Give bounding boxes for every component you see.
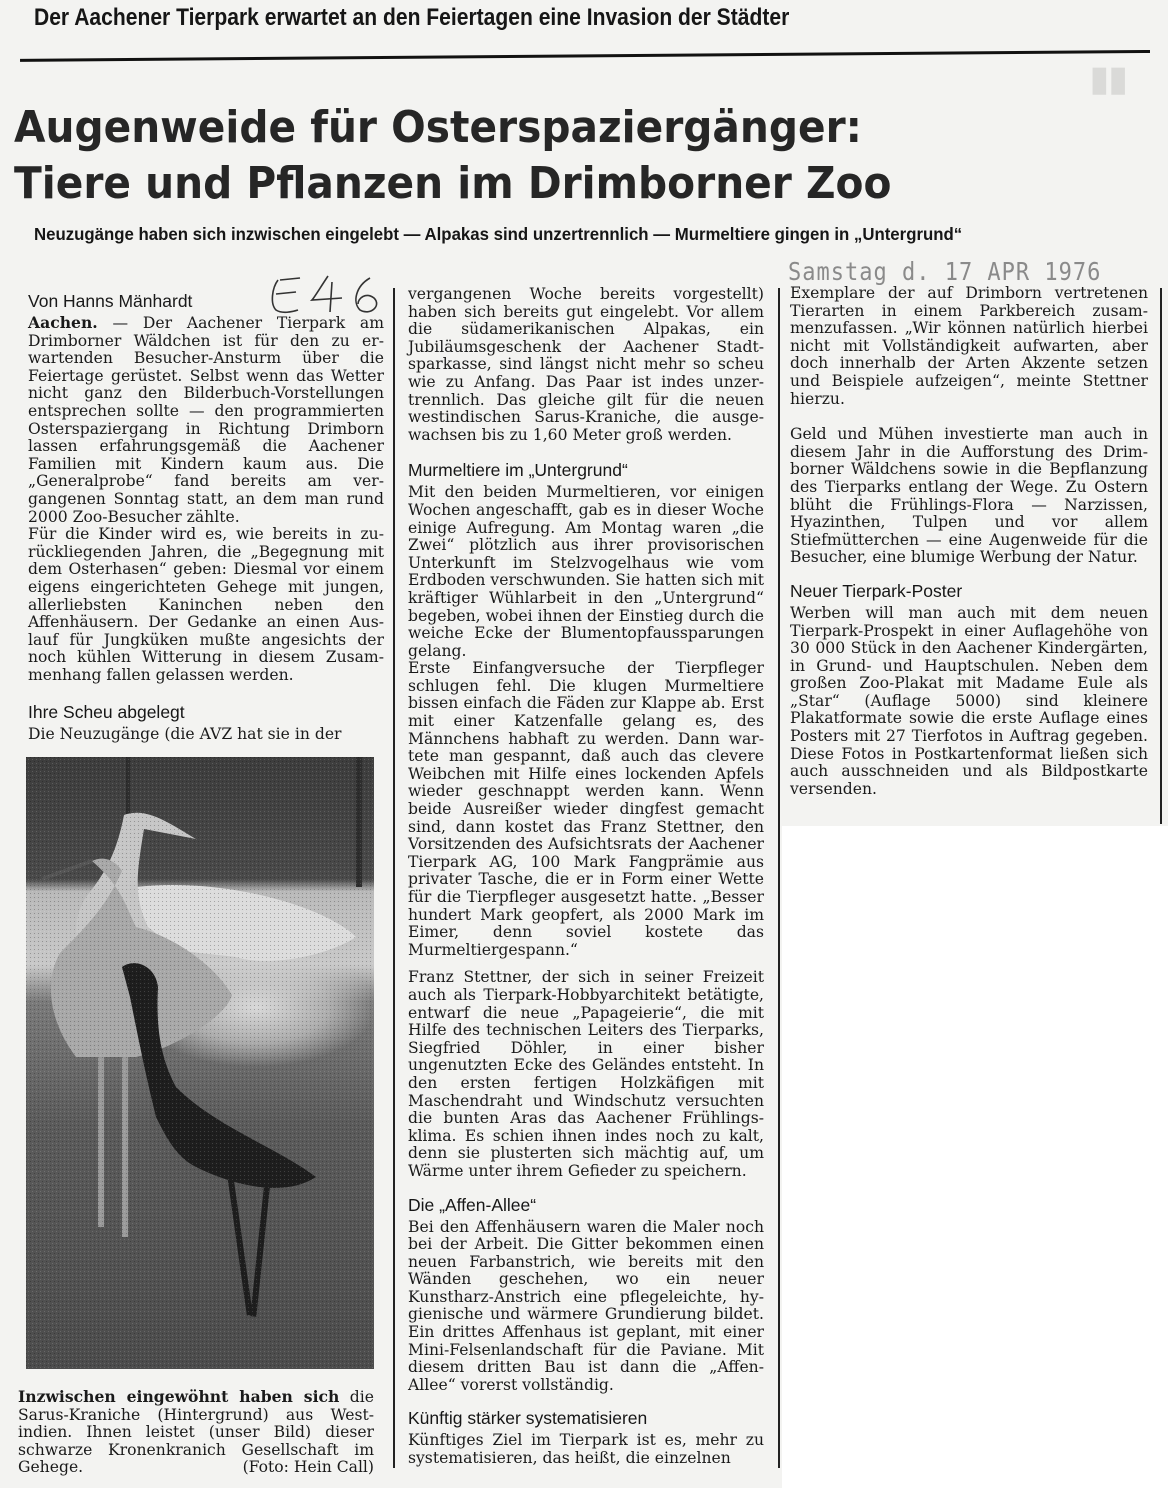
subheading: Ihre Scheu abgelegt xyxy=(28,702,185,723)
caption-text: die Sarus-Kraniche (Hintergrund) aus Westindien. Ihnen leistet (unser Bild) dieser schwarze Kronenkranich Gesellschaft im Gehege. xyxy=(18,1388,374,1477)
paragraph: Franz Stettner, der sich in seiner Freizeit auch als Tierpark-Hobbyarchitekt betätigte, entwarf die neue „Papageierie“, die mit Hilfe des technischen Leiters des Tierparks, Siegfried Döhler, in einer bisher ungenutzten Ecke des Geländes entsteht. In den ersten fertigen Holzkäfigen mit Maschendraht und Windschutz versuchten die bunten Aras das Aachener Frühlingsklima. Es schien ihnen indes noch zu kalt, denn sie plusterten sich mächtig auf, um Wärme unter ihrem Gefieder zu speichern. xyxy=(408,968,764,1180)
subheading: Murmeltiere im „Untergrund“ xyxy=(408,460,628,481)
paragraph: Geld und Mühen investierte man auch in diesem Jahr in die Aufforstung des Drimborner Wäldchens sowie in die Bepflanzung des Tierparks entlang der Wege. Zu Ostern blüht die Frühlings-Flora — Narzissen, Hyazinthen, Tulpen und vor allem Stiefmütterchen — eine Augenweide für die Besucher, eine blumige Werbung der Natur. xyxy=(790,425,1148,567)
headline-line-1: Augenweide für Osterspaziergänger: xyxy=(14,102,862,153)
dateline: Aachen. xyxy=(28,313,98,332)
paragraph: Für die Kinder wird es, wie bereits in zurückliegenden Jahren, die „Begegnung mit dem Osterhasen“ geben: Diesmal vor einem eigens eingerichteten Gehege mit jungen, allerliebsten Kaninchen neben den Affenhäusern. Der Gedanke an einen Auslauf für Jungküken mußte angesichts der noch kühlen Witterung in diesem Zusammenhang fallen gelassen werden. xyxy=(28,525,384,684)
kicker-headline: Der Aachener Tierpark erwartet an den Feiertagen eine Invasion der Städter xyxy=(34,4,790,31)
clipping-cut-area xyxy=(782,826,1168,1488)
column-rule-edge xyxy=(1160,288,1162,824)
photo-cranes xyxy=(26,757,374,1369)
paragraph: vergangenen Woche bereits vorgestellt) haben sich bereits gut eingelebt. Vor allem die südamerikanischen Alpakas, ein Jubiläumsgeschenk der Aachener Stadtsparkasse, sind längst nicht mehr so scheu wie zu Anfang. Das Paar ist indes unzertrennlich. Das gleiche gilt für die neuen westindischen Sarus-Kraniche, die ausgewachsen bis zu 1,60 Meter groß werden. xyxy=(408,285,764,444)
photo-credit: (Foto: Hein Call) xyxy=(242,1458,374,1477)
subheading: Die „Affen-Allee“ xyxy=(408,1194,537,1215)
date-stamp: Samstag d. 17 APR 1976 xyxy=(788,258,1102,287)
byline: Von Hanns Mänhardt xyxy=(28,291,193,311)
main-headline xyxy=(14,100,1050,212)
photo-caption xyxy=(18,1388,374,1477)
bleed-through-decoration: ▮▮ xyxy=(1090,60,1128,98)
crane-illustration xyxy=(26,757,374,1369)
column-rule-left xyxy=(393,288,395,1468)
right-column xyxy=(790,285,1148,798)
paragraph xyxy=(28,314,384,526)
subheading: Neuer Tierpark-Poster xyxy=(790,580,963,601)
paragraph: Erste Einfangversuche der Tierpfleger schlugen fehl. Die klugen Murmeltiere bissen einfach die Fäden zur Klappe ab. Erst mit einer Katzenfalle gelang es, des Männchens habhaft zu werden. Dann wartete man gespannt, daß auch das clevere Weibchen mit Hilfe eines lockenden Apfels wieder geschnappt werden kann. Wenn beide Ausreißer wieder dingfest gemacht sind, dann kostet das Franz Stettner, den Vorsitzenden des Aufsichtsrats der Aachener Tierpark AG, 100 Mark Fangprämie aus privater Tasche, die er in Form einer Wette für die Tierpfleger ausgesetzt hatte. „Besser hundert Mark geopfert, als 2000 Mark im Eimer, denn soviel kostete das Murmeltiergespann.“ xyxy=(408,659,764,959)
paragraph: Werben will man auch mit dem neuen Tierpark-Prospekt in einer Auflagehöhe von 30 000 Stück in den Aachener Kindergärten, in Grund- und Hauptschulen. Neben dem großen Zoo-Plakat mit Madame Eule als „Star“ (Auflage 5000) sind kleinere Plakatformate sowie die erste Auflage eines Posters mit 27 Tierfotos in Auftrag gegeben. Diese Fotos in Postkartenformat ließen sich auch ausschneiden und als Bildpostkarte versenden. xyxy=(790,603,1148,798)
paragraph: Exemplare der auf Drimborn vertretenen Tierarten in einem Parkbereich zusammenzufassen. „Wir können natürlich hierbei nicht mit Vollständigkeit aufwarten, aber doch innerhalb der Arten Akzente setzen und Beispiele aufzeigen“, meinte Stettner hierzu. xyxy=(790,284,1148,408)
headline-line-2: Tiere und Pflanzen im Drimborner Zoo xyxy=(14,158,892,209)
paragraph: Die Neuzugänge (die AVZ hat sie in der xyxy=(28,725,342,744)
subheading: Künftig stärker systematisieren xyxy=(408,1408,648,1429)
paragraph: Künftiges Ziel im Tierpark ist es, mehr zu systematisieren, das heißt, die einzelnen xyxy=(408,1431,764,1468)
paragraph-text: — Der Aachener Tierpark am Drimborner Wäldchen ist für den zu erwartenden Besucher-Ansturm über die Feiertage gerüstet. Selbst wenn das Wetter nicht ganz den Bilderbuch-Vorstellungen entsprechen sollte — den programmierten Osterspaziergang in Richtung Drimborn lassen erfahrungsgemäß die Aachener Familien mit Kindern kaum aus. Die „Generalprobe“ fand bereits am vergangenen Sonntag statt, an dem man rund 2000 Zoo-Besucher zählte. xyxy=(28,314,384,526)
caption-lead: Inzwischen eingewöhnt haben sich xyxy=(18,1387,340,1406)
paragraph: Mit den beiden Murmeltieren, vor einigen Wochen angeschafft, gab es in dieser Woche einige Aufregung. Am Montag waren „die Zwei“ plötzlich aus ihrer provisorischen Unterkunft im Stelzvogelhaus wie vom Erdboden verschwunden. Sie hatten sich mit kräftiger Wühlarbeit in den „Untergrund“ begeben, wobei ihnen der Einstieg durch die weiche Ecke der Blumentopfaussparungen gelang. xyxy=(408,483,764,660)
paragraph: Bei den Affenhäusern waren die Maler noch bei der Arbeit. Die Gitter bekommen einen neuen Farbanstrich, wie bereits mit den Wänden geschehen, wo ein neuer Kunstharz-Anstrich eine pflegeleichte, hygienische und wärmere Grundierung bildet. Ein drittes Affenhaus ist geplant, mit einer Mini-Felsenlandschaft für die Paviane. Mit diesem dritten Bau ist dann die „Affen-Allee“ vorerst vollständig. xyxy=(408,1217,764,1394)
left-column xyxy=(28,290,384,744)
middle-column xyxy=(408,286,764,1468)
deck-subheadline: Neuzugänge haben sich inzwischen eingelebt — Alpakas sind unzertrennlich — Murmeltiere gingen in „Untergrund“ xyxy=(34,224,963,244)
column-rule-right xyxy=(778,288,780,1468)
top-rule xyxy=(20,50,1150,62)
